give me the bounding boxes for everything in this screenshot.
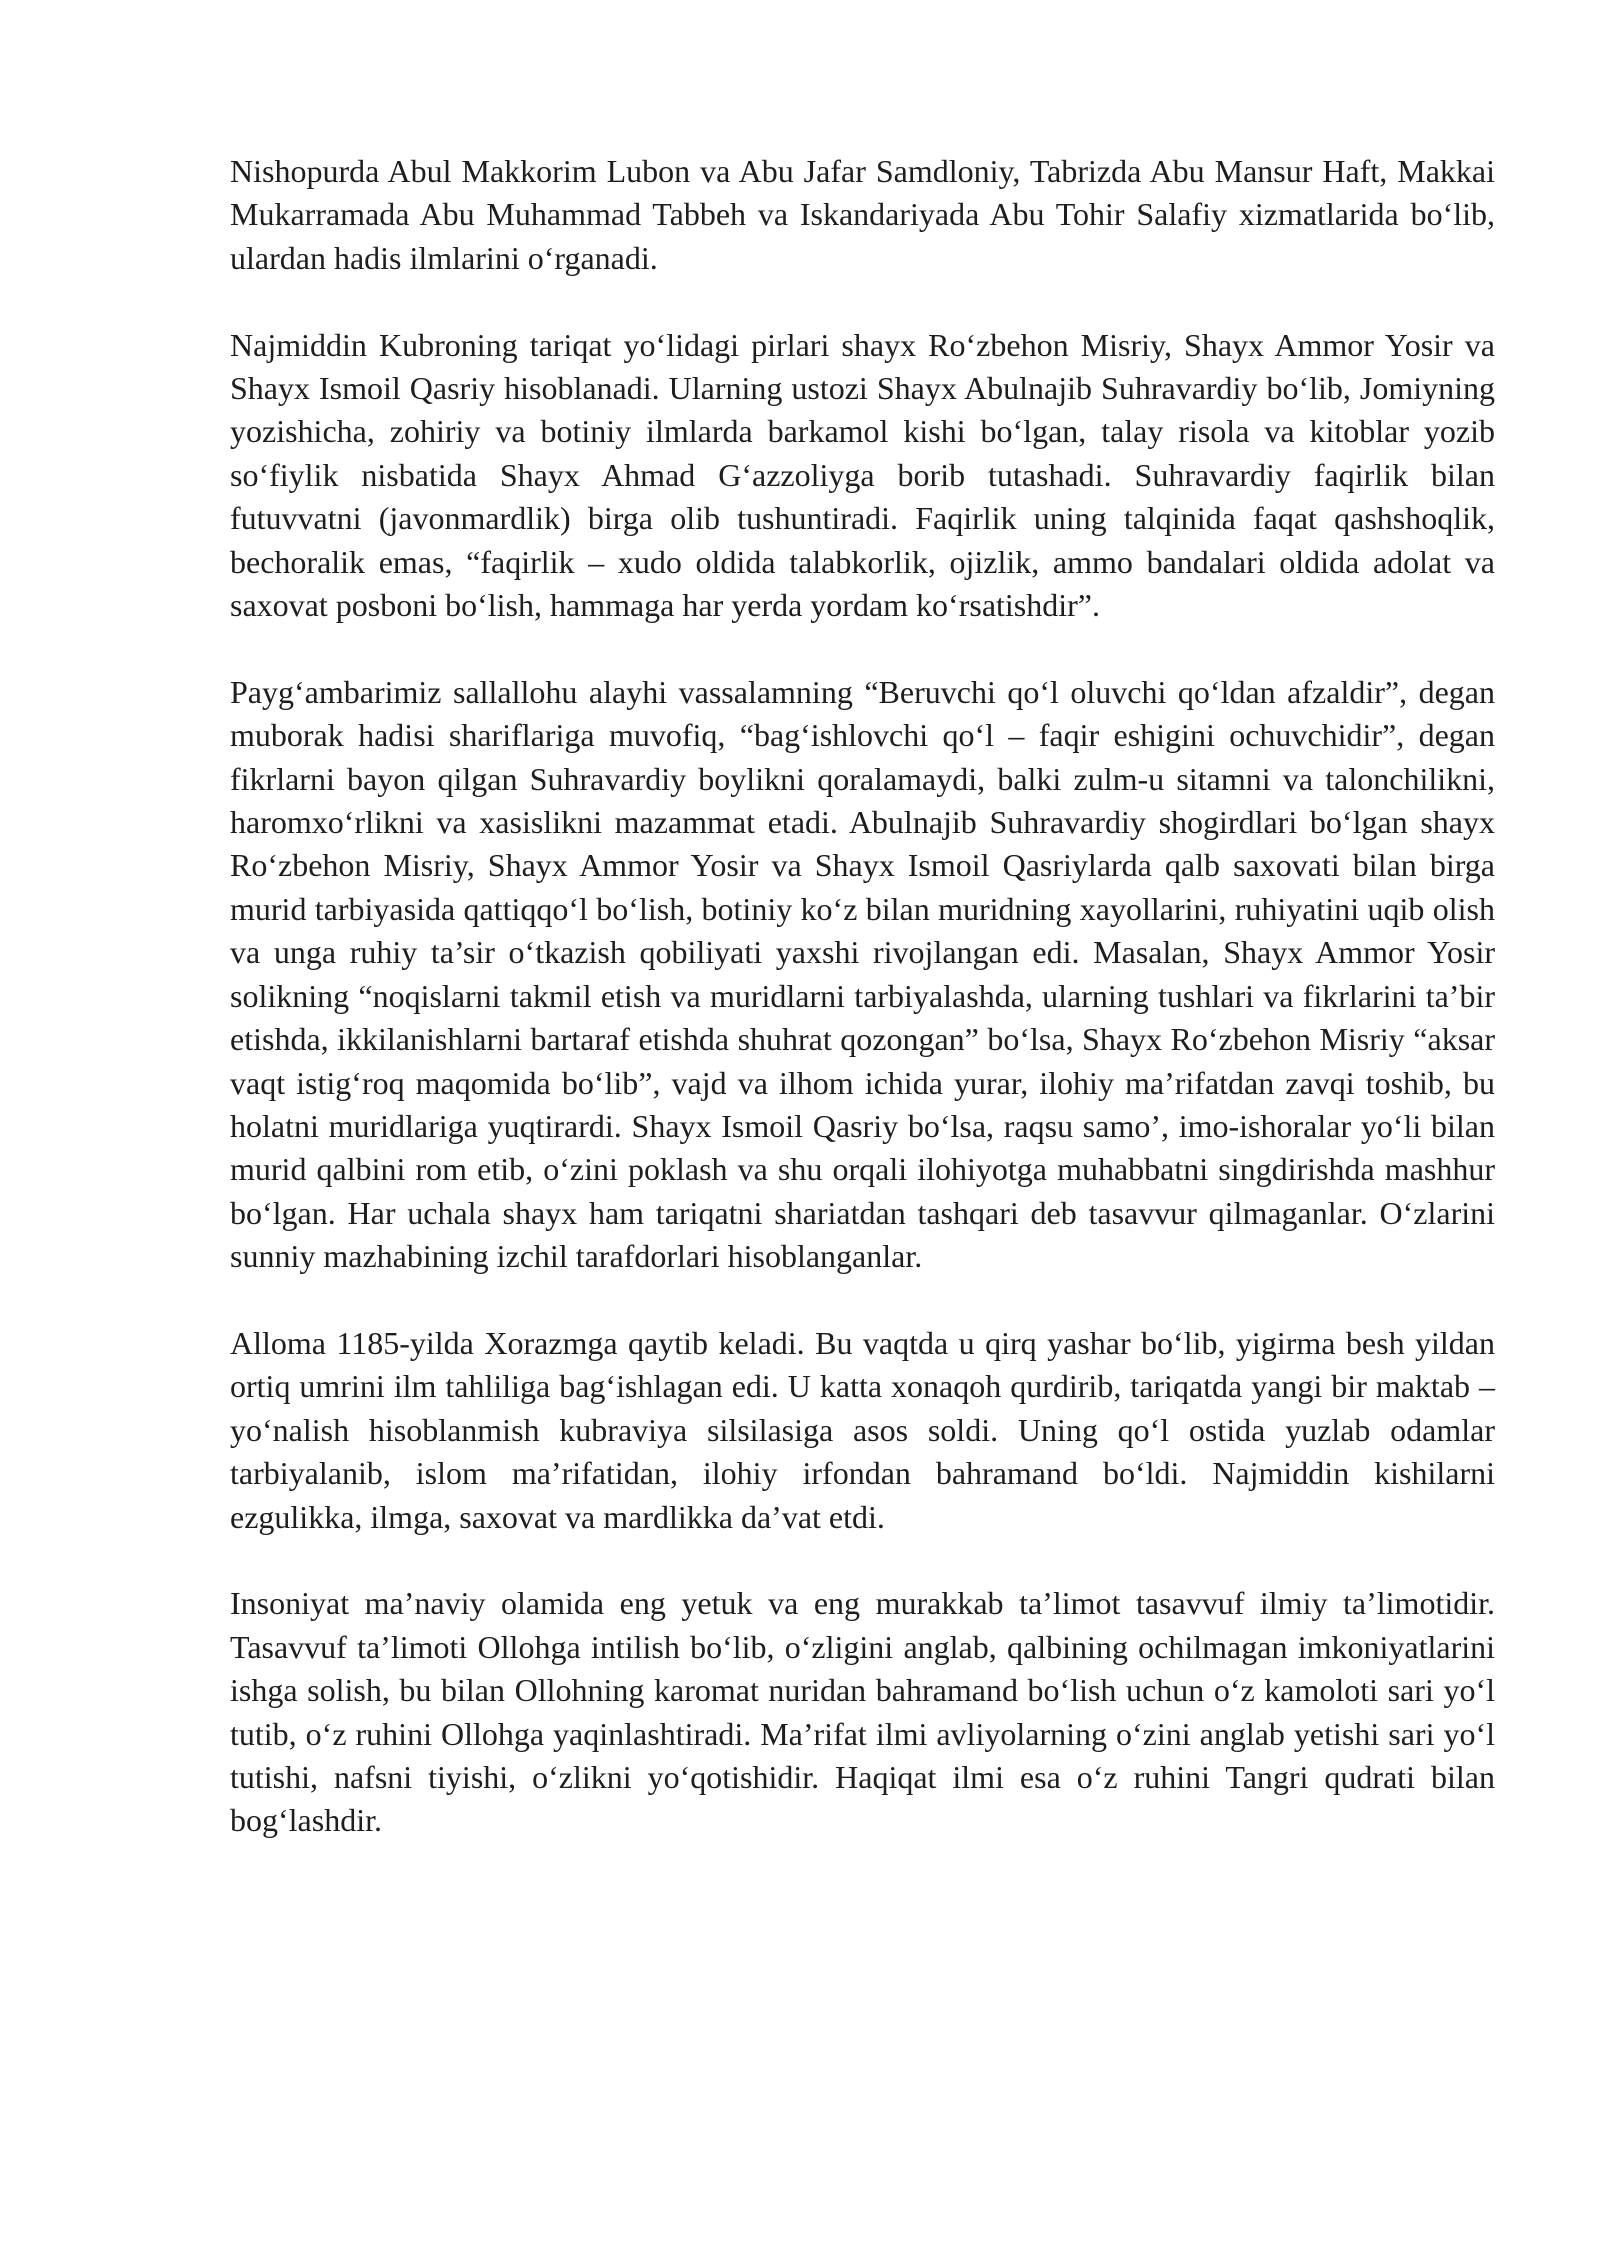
paragraph-4: Alloma 1185-yilda Xorazmga qaytib keladi. Bu vaqtda u qirq yashar bo‘lib, yigirma besh yildan ortiq umrini ilm tahliliga bag‘ishlagan edi. U katta xonaqoh qurdirib, tariqatda yangi bir maktab – yo‘nalish hisoblanmish kubraviya silsilasiga asos soldi. Uning qo‘l ostida yuzlab odamlar tarbiyalanib, islom ma’rifatidan, ilohiy irfondan bahramand bo‘ldi. Najmiddin kishilarni ezgulikka, ilmga, saxovat va mardlikka da’vat etdi. bbox=[230, 1324, 1495, 1535]
paragraph-3: Payg‘ambarimiz sallallohu alayhi vassalamning “Beruvchi qo‘l oluvchi qo‘ldan afzaldir”, degan muborak hadisi shariflariga muvofiq, “bag‘ishlovchi qo‘l – faqir eshigini ochuvchidir”, degan fikrlarni bayon qilgan Suhravardiy boylikni qoralamaydi, balki zulm-u sitamni va talonchilikni, haromxo‘rlikni va xasislikni mazammat etadi. Abulnajib Suhravardiy shogirdlari bo‘lgan shayx Ro‘zbehon Misriy, Shayx Ammor Yosir va Shayx Ismoil Qasriylarda qalb saxovati bilan birga murid tarbiyasida qattiqqo‘l bo‘lish, botiniy ko‘z bilan muridning xayollarini, ruhiyatini uqib olish va unga ruhiy ta’sir o‘tkazish qobiliyati yaxshi rivojlangan edi. Masalan, Shayx Ammor Yosir solikning “noqislarni takmil etish va muridlarni tarbiyalashda, ularning tushlari va fikrlarini ta’bir etishda, ikkilanishlarni bartaraf etishda shuhrat qozongan” bo‘lsa, Shayx Ro‘zbehon Misriy “aksar vaqt istig‘roq maqomida bo‘lib”, vajd va ilhom ichida yurar, ilohiy ma’rifatdan zavqi toshib, bu holatni muridlariga yuqtirardi. Shayx Ismoil Qasriy bo‘lsa, raqsu samo’, imo-ishoralar yo‘li bilan murid qalbini rom etib, o‘zini poklash va shu orqali ilohiyotga muhabbatni singdirishda mashhur bo‘lgan. Har uchala shayx ham tariqatni shariatdan tashqari deb tasavvur qilmaganlar. O‘zlarini sunniy mazhabining izchil tarafdorlari hisoblanganlar. bbox=[230, 673, 1495, 1275]
paragraph-5: Insoniyat ma’naviy olamida eng yetuk va eng murakkab ta’limot tasavvuf ilmiy ta’limotidir. Tasavvuf ta’limoti Ollohga intilish bo‘lib, o‘zligini anglab, qalbining ochilmagan imkoniyatlarini ishga solish, bu bilan Ollohning karomat nuridan bahramand bo‘lish uchun o‘z kamoloti sari yo‘l tutib, o‘z ruhini Ollohga yaqinlashtiradi. Ma’rifat ilmi avliyolarning o‘zini anglab yetishi sari yo‘l tutishi, nafsni tiyishi, o‘zlikni yo‘qotishidir. Haqiqat ilmi esa o‘z ruhini Tangri qudrati bilan bog‘lashdir. bbox=[230, 1585, 1495, 1839]
document-body bbox=[230, 150, 1495, 1843]
paragraph-2: Najmiddin Kubroning tariqat yo‘lidagi pirlari shayx Ro‘zbehon Misriy, Shayx Ammor Yosir va Shayx Ismoil Qasriy hisoblanadi. Ularning ustozi Shayx Abulnajib Suhravardiy bo‘lib, Jomiyning yozishicha, zohiriy va botiniy ilmlarda barkamol kishi bo‘lgan, talay risola va kitoblar yozib so‘fiylik nisbatida Shayx Ahmad G‘azzoliyga borib tutashadi. Suhravardiy faqirlik bilan futuvvatni (javonmardlik) birga olib tushuntiradi. Faqirlik uning talqinida faqat qashshoqlik, bechoralik emas, “faqirlik – xudo oldida talabkorlik, ojizlik, ammo bandalari oldida adolat va saxovat posboni bo‘lish, hammaga har yerda yordam ko‘rsatishdir”. bbox=[230, 326, 1495, 624]
paragraph-1: Nishopurda Abul Makkorim Lubon va Abu Jafar Samdloniy, Tabrizda Abu Mansur Haft, Makkai Mukarramada Abu Muhammad Tabbeh va Iskandariyada Abu Tohir Salafiy xizmatlarida bo‘lib, ulardan hadis ilmlarini o‘rganadi. bbox=[230, 153, 1495, 276]
